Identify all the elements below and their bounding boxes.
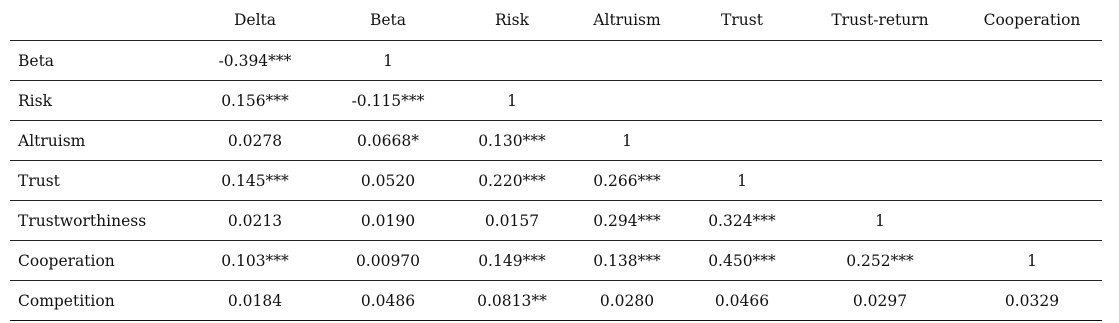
table-cell: 0.266*** xyxy=(593,171,661,190)
header-row xyxy=(10,0,1102,41)
table-row xyxy=(10,201,1102,241)
table-cell: 0.130*** xyxy=(478,131,546,150)
table-cell xyxy=(686,41,798,81)
table-cell: 0.0280 xyxy=(599,291,655,310)
table-cell xyxy=(962,121,1102,161)
table-row xyxy=(10,161,1102,201)
table-cell xyxy=(456,41,568,81)
table-cell: 0.0213 xyxy=(227,211,283,230)
header-cell: Trust-return xyxy=(831,11,929,29)
table-cell: 0.0278 xyxy=(227,131,283,150)
table-cell xyxy=(798,161,962,201)
correlation-table-container xyxy=(10,0,1102,321)
table-cell xyxy=(798,121,962,161)
table-cell: 1 xyxy=(875,211,885,230)
table-cell: 1 xyxy=(507,91,517,110)
table-row xyxy=(10,81,1102,121)
table-cell: 0.0184 xyxy=(227,291,283,310)
table-cell xyxy=(962,41,1102,81)
table-cell: 1 xyxy=(622,131,632,150)
table-cell: 0.0466 xyxy=(714,291,770,310)
row-label: Trustworthiness xyxy=(18,211,147,230)
table-cell xyxy=(962,81,1102,121)
header-cell xyxy=(10,0,190,41)
table-cell xyxy=(798,41,962,81)
table-cell: 0.138*** xyxy=(593,251,661,270)
header-cell: Risk xyxy=(495,11,529,29)
row-label: Cooperation xyxy=(18,251,115,270)
table-row xyxy=(10,281,1102,321)
table-cell xyxy=(568,41,686,81)
header-cell: Trust xyxy=(721,11,763,29)
row-label: Competition xyxy=(18,291,115,310)
header-cell: Cooperation xyxy=(983,11,1081,29)
row-label: Beta xyxy=(18,51,55,70)
header-cell: Altruism xyxy=(593,11,661,29)
table-cell: 1 xyxy=(737,171,747,190)
table-cell: 0.450*** xyxy=(708,251,776,270)
table-cell: 0.294*** xyxy=(593,211,661,230)
table-row xyxy=(10,241,1102,281)
table-cell xyxy=(962,201,1102,241)
table-row xyxy=(10,41,1102,81)
table-cell: 0.220*** xyxy=(478,171,546,190)
table-cell: 0.0157 xyxy=(484,211,540,230)
table-cell: 0.145*** xyxy=(221,171,289,190)
table-cell: 0.00970 xyxy=(355,251,421,270)
table-cell: 1 xyxy=(1027,251,1037,270)
table-cell: 0.0813** xyxy=(477,291,547,310)
table-cell: 0.0486 xyxy=(360,291,416,310)
table-cell xyxy=(686,81,798,121)
table-cell: 0.252*** xyxy=(846,251,914,270)
table-cell xyxy=(962,161,1102,201)
table-row xyxy=(10,121,1102,161)
row-label: Risk xyxy=(18,91,52,110)
table-cell: 0.156*** xyxy=(221,91,289,110)
table-cell: 0.0297 xyxy=(852,291,908,310)
table-cell: 0.149*** xyxy=(478,251,546,270)
table-cell: 0.0190 xyxy=(360,211,416,230)
table-cell: 0.0329 xyxy=(1004,291,1060,310)
row-label: Altruism xyxy=(18,131,86,150)
table-cell: 1 xyxy=(383,51,393,70)
table-cell: 0.324*** xyxy=(708,211,776,230)
table-cell: 0.0520 xyxy=(360,171,416,190)
correlation-table xyxy=(10,0,1102,321)
table-cell xyxy=(686,121,798,161)
table-cell: -0.394*** xyxy=(218,51,292,70)
table-cell: -0.115*** xyxy=(351,91,425,110)
table-cell xyxy=(798,81,962,121)
row-label: Trust xyxy=(18,171,60,190)
table-cell: 0.103*** xyxy=(221,251,289,270)
header-cell: Beta xyxy=(369,11,407,29)
header-cell: Delta xyxy=(233,11,277,29)
table-cell: 0.0668* xyxy=(357,131,419,150)
table-cell xyxy=(568,81,686,121)
